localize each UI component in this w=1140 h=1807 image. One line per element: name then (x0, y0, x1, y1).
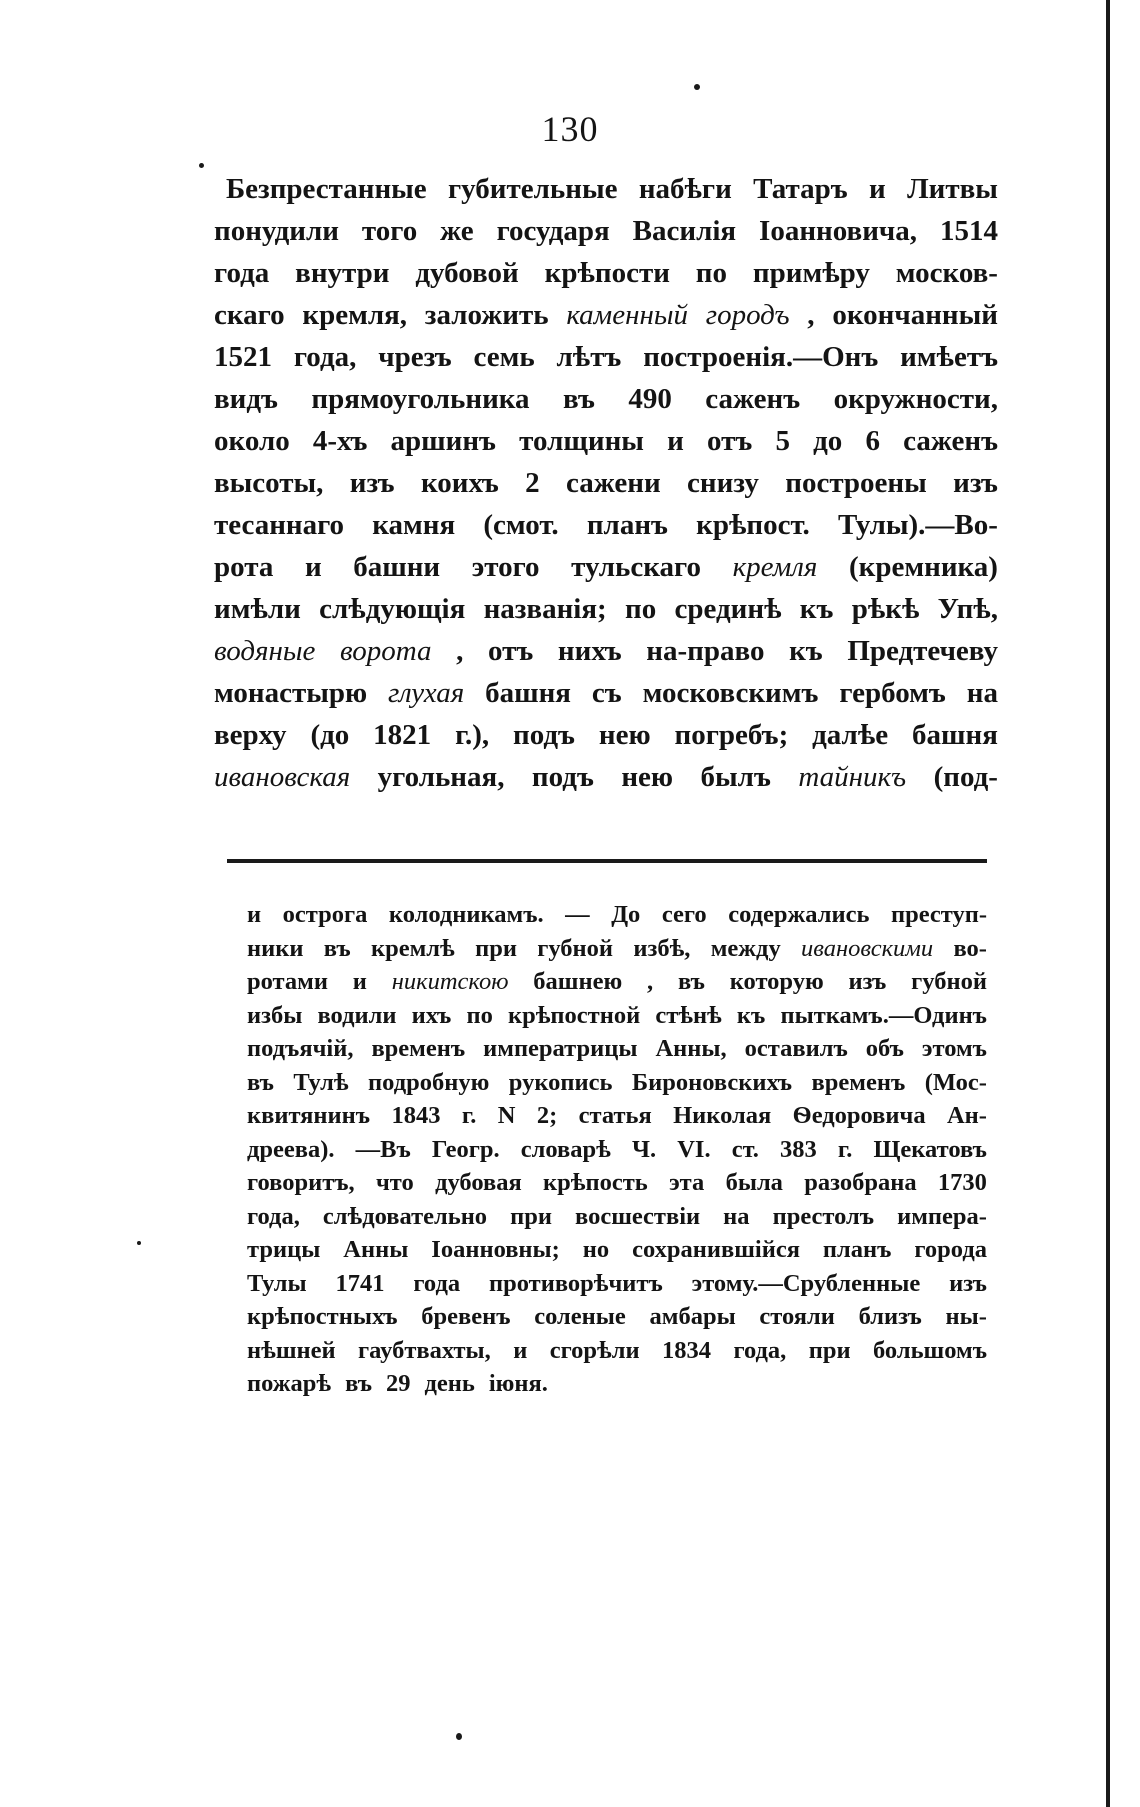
word: при (510, 1202, 552, 1230)
word: сего (661, 901, 707, 928)
word: Анны, (655, 1035, 727, 1062)
word: на (723, 1202, 750, 1230)
word: пыткамъ.—Одинъ (780, 1001, 987, 1029)
word: къ (736, 1001, 766, 1029)
word: по (695, 257, 728, 289)
page-edge-line (1106, 0, 1110, 1807)
word: 5 (775, 425, 790, 457)
word: большомъ (872, 1336, 987, 1364)
word: монастырю (214, 677, 368, 709)
main-text-line (214, 546, 998, 588)
word: (до (310, 719, 350, 751)
footnote-line (247, 1367, 987, 1401)
word: саженъ (903, 425, 998, 457)
word: подъ (513, 719, 575, 751)
main-text-line (214, 210, 998, 252)
word: къ (799, 593, 834, 625)
word: по (625, 593, 657, 625)
word: Тулѣ (293, 1068, 349, 1096)
word: N (497, 1102, 516, 1129)
word: сохранившійся (632, 1236, 800, 1263)
word: тесаннаго (214, 509, 345, 541)
word: 383 (780, 1135, 817, 1163)
word: 1834 (662, 1336, 712, 1364)
word: до (813, 425, 843, 457)
word: 4-хъ (312, 425, 368, 457)
main-text-line (214, 672, 998, 714)
word: дубовой (415, 257, 519, 289)
word: года, (247, 1202, 300, 1230)
word: и (667, 425, 684, 457)
word: но (582, 1236, 610, 1263)
word: амбары (649, 1303, 736, 1330)
word: на (966, 677, 998, 709)
word: окончанный (832, 299, 998, 331)
word: слѣдующія (319, 593, 466, 625)
word: былъ (700, 761, 771, 793)
word: гербомъ (839, 677, 946, 709)
italic-word: городъ (705, 299, 790, 331)
main-text-line (214, 336, 998, 378)
word: губной (537, 934, 614, 962)
word: рукопись (508, 1068, 613, 1096)
italic-word: каменный (566, 299, 688, 331)
word: аршинъ (390, 425, 496, 457)
word: близъ (858, 1303, 922, 1330)
italic-word: водяные (214, 635, 316, 667)
word: (смот. (483, 509, 559, 541)
word: подробную (368, 1068, 490, 1096)
word: и (513, 1336, 528, 1364)
word: того (361, 215, 418, 247)
word: крѣпости (544, 257, 670, 289)
word: Предтечеву (847, 635, 998, 667)
word: понудили (214, 215, 339, 247)
italic-word: ивановская (214, 761, 351, 793)
word: около (214, 425, 290, 457)
word: кремля, (302, 299, 408, 331)
word: заложить (424, 299, 549, 331)
word: сгорѣли (549, 1336, 640, 1364)
word: трицы (247, 1236, 321, 1263)
word: дубовая (435, 1169, 522, 1196)
word: далѣе (812, 719, 889, 751)
word: день (424, 1370, 475, 1397)
word: разобрана (804, 1169, 917, 1196)
word: нѣшней (247, 1336, 336, 1364)
word: 2 (525, 467, 540, 499)
word: подъячій, (247, 1035, 354, 1062)
word: Тулы (247, 1269, 307, 1297)
word: въ (247, 1068, 274, 1096)
word: этому.—Срубленные (691, 1269, 921, 1297)
word: Бироновскихъ (631, 1068, 793, 1096)
word: рота (214, 551, 274, 583)
word: 490 (628, 383, 672, 415)
word: угольная, (377, 761, 505, 793)
word: государя (496, 215, 610, 247)
footnote-line (247, 1300, 987, 1334)
word: крѣпостной (507, 1001, 641, 1029)
word: временъ (811, 1068, 906, 1096)
word: говоритъ, (247, 1169, 355, 1196)
word: ротами (247, 968, 328, 995)
word: пожарѣ (247, 1370, 332, 1397)
word: съ (591, 677, 622, 709)
word: крѣпостныхъ (247, 1303, 398, 1330)
word: престолъ (772, 1202, 875, 1230)
word: соленые (534, 1303, 626, 1330)
word: г. (461, 1102, 477, 1129)
word: 1730 (937, 1169, 987, 1196)
word: (под- (933, 761, 998, 793)
word: , (807, 299, 815, 331)
word: дреева). (247, 1135, 335, 1163)
word: года, (733, 1336, 787, 1364)
word: башня (912, 719, 998, 751)
word: отъ (707, 425, 753, 457)
word: бревенъ (421, 1303, 511, 1330)
word: башня (485, 677, 571, 709)
word: во- (953, 934, 987, 962)
main-text-line (214, 756, 998, 798)
word: этомъ (921, 1035, 987, 1062)
footnote-line (247, 1166, 987, 1200)
word: планъ (822, 1236, 892, 1263)
word: коихъ (420, 467, 499, 499)
word: 1821 (373, 719, 432, 751)
word: по (466, 1001, 493, 1029)
word: ихъ (411, 1001, 452, 1029)
word: Ѳедоровича (792, 1102, 926, 1129)
word: Щекатовъ (873, 1135, 987, 1163)
word: этого (471, 551, 540, 583)
word: стѣнѣ (655, 1001, 722, 1029)
word: императрицы (483, 1035, 638, 1062)
footnote-line (247, 1066, 987, 1100)
main-text-line (214, 252, 998, 294)
word: — (565, 901, 590, 928)
footnote-line (247, 1099, 987, 1133)
word: подъ (531, 761, 594, 793)
word: VI. (677, 1135, 711, 1163)
word: , (456, 635, 464, 667)
word: башни (353, 551, 441, 583)
word: въ (677, 968, 705, 995)
word: эта (669, 1169, 705, 1196)
word: Ан- (946, 1102, 987, 1129)
word: слѣдовательно (322, 1202, 488, 1230)
word: 2; (536, 1102, 558, 1129)
footnote-line (247, 1334, 987, 1368)
word: между (710, 934, 781, 962)
footnote-separator (227, 859, 987, 863)
word: статья (578, 1102, 652, 1129)
ink-speck (456, 1733, 462, 1740)
word: же (440, 215, 474, 247)
main-text-line (214, 588, 998, 630)
footnote-line (247, 1133, 987, 1167)
word: построенія.—Онъ (643, 341, 879, 373)
word: изъ (949, 1269, 987, 1297)
word: нею (598, 719, 651, 751)
word: квитянинъ (247, 1102, 371, 1129)
word: ны- (945, 1303, 987, 1330)
word: водили (317, 1001, 397, 1029)
word: г.), (455, 719, 490, 751)
main-text-line (214, 714, 998, 756)
word: Ч. (631, 1135, 657, 1163)
word: ст. (731, 1135, 759, 1163)
word: Геогр. (431, 1135, 500, 1163)
word: на-право (646, 635, 765, 667)
word: сажени (566, 467, 661, 499)
word: что (375, 1169, 414, 1196)
word: Іоанновича, (759, 215, 918, 247)
italic-word: ворота (340, 635, 432, 667)
word: погребъ; (674, 719, 789, 751)
word: и (352, 968, 367, 995)
footnote-line (247, 1233, 987, 1267)
ink-speck (199, 163, 204, 168)
word: названія; (483, 593, 607, 625)
word: 29 (386, 1370, 411, 1397)
word: Анны (343, 1236, 409, 1263)
word: построены (785, 467, 927, 499)
word: была (725, 1169, 783, 1196)
word: Безпрестанные (226, 173, 427, 205)
word: въ (323, 934, 351, 962)
word: , (647, 968, 654, 995)
page-number: 130 (541, 109, 599, 149)
word: Литвы (907, 173, 998, 205)
word: временъ (371, 1035, 466, 1062)
main-text-line (214, 168, 998, 210)
word: окружности, (833, 383, 998, 415)
word: и (304, 551, 322, 583)
word: 6 (865, 425, 880, 457)
word: примѣру (752, 257, 870, 289)
main-text-line (214, 630, 998, 672)
footnote-line (247, 1032, 987, 1066)
word: 1843 (391, 1102, 441, 1129)
word: Упѣ, (937, 593, 998, 625)
word: избы (247, 1001, 303, 1029)
word: москов- (895, 257, 998, 289)
word: изъ (349, 467, 395, 499)
main-text-line (214, 420, 998, 462)
word: семь (473, 341, 535, 373)
footnote-block (247, 898, 987, 1401)
word: избѣ, (633, 934, 691, 962)
word: словарѣ (520, 1135, 611, 1163)
italic-word: тайникъ (798, 761, 907, 793)
word: импера- (897, 1202, 987, 1230)
word: высоты, (214, 467, 324, 499)
word: Василія (632, 215, 737, 247)
word: кремлѣ (371, 934, 455, 962)
word: года (413, 1269, 461, 1297)
word: прямоугольника (311, 383, 530, 415)
italic-word: глухая (388, 677, 465, 709)
word: города (914, 1236, 987, 1263)
word: изъ (848, 968, 887, 995)
word: тульскаго (571, 551, 701, 583)
main-text-block (214, 168, 998, 798)
word: видъ (214, 383, 278, 415)
word: губительные (448, 173, 618, 205)
footnote-line (247, 965, 987, 999)
word: Іоанновны; (431, 1236, 560, 1263)
footnote-line (247, 1200, 987, 1234)
word: колодникамъ. (388, 901, 544, 928)
word: преступ- (890, 901, 987, 928)
word: нихъ (557, 635, 622, 667)
word: объ (865, 1035, 904, 1062)
word: оставилъ (744, 1035, 848, 1062)
word: года (214, 257, 270, 289)
word: восшествіи (575, 1202, 701, 1230)
footnote-line (247, 999, 987, 1033)
word: Татаръ (753, 173, 848, 205)
word: срединѣ (674, 593, 782, 625)
word: при (475, 934, 517, 962)
word: крѣпость (543, 1169, 648, 1196)
word: московскимъ (642, 677, 819, 709)
word: содержались (728, 901, 870, 928)
word: чрезъ (378, 341, 452, 373)
word: г. (837, 1135, 853, 1163)
word: въ (563, 383, 595, 415)
footnote-line (247, 898, 987, 932)
word: лѣтъ (556, 341, 622, 373)
main-text-line (214, 294, 998, 336)
italic-word: ивановскими (801, 934, 934, 962)
word: башнею (533, 968, 623, 995)
word: Тулы).—Во- (837, 509, 998, 541)
word: ники (247, 934, 304, 962)
word: —Въ (355, 1135, 411, 1163)
word: До (611, 901, 641, 928)
word: къ (789, 635, 823, 667)
ink-speck (694, 84, 700, 90)
word: и (869, 173, 886, 205)
word: внутри (295, 257, 390, 289)
word: снизу (687, 467, 759, 499)
word: года, (293, 341, 357, 373)
word: въ (345, 1370, 373, 1397)
word: рѣкѣ (851, 593, 920, 625)
word: Николая (673, 1102, 772, 1129)
word: нею (621, 761, 674, 793)
word: при (808, 1336, 851, 1364)
word: отъ (488, 635, 534, 667)
word: (Мос- (924, 1068, 987, 1096)
word: 1521 (214, 341, 272, 373)
word: острога (282, 901, 368, 928)
word: крѣпост. (696, 509, 810, 541)
word: скаго (214, 299, 285, 331)
ink-speck (137, 1241, 141, 1245)
word: изъ (953, 467, 998, 499)
word: и (247, 901, 262, 928)
word: набѣги (638, 173, 732, 205)
italic-word: никитскою (391, 968, 509, 995)
word: камня (372, 509, 456, 541)
word: которую (729, 968, 824, 995)
word: іюня. (488, 1370, 548, 1397)
main-text-line (214, 462, 998, 504)
word: имѣли (214, 593, 301, 625)
word: саженъ (705, 383, 801, 415)
word: противорѣчитъ (489, 1269, 663, 1297)
word: 1741 (335, 1269, 385, 1297)
word: 1514 (939, 215, 998, 247)
word: стояли (759, 1303, 835, 1330)
word: имѣетъ (900, 341, 998, 373)
word: (кремника) (849, 551, 998, 583)
footnote-line (247, 1267, 987, 1301)
italic-word: кремля (732, 551, 818, 583)
word: гаубтвахты, (358, 1336, 491, 1364)
word: толщины (519, 425, 644, 457)
main-text-line (214, 378, 998, 420)
footnote-line (247, 932, 987, 966)
word: губной (911, 968, 987, 995)
word: верху (214, 719, 287, 751)
word: планъ (586, 509, 668, 541)
main-text-line (214, 504, 998, 546)
